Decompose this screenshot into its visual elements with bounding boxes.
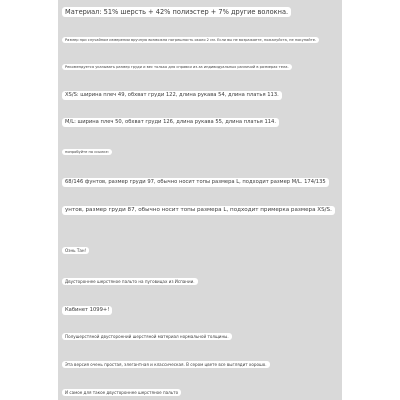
message-bubble: Полушерстяной двусторонний шерстяной материал нормальной толщины. <box>62 333 232 340</box>
message-bubble: Двустороннее шерстяное пальто на пуговицах из Испании. <box>62 278 198 285</box>
message-bubble: попробуйте по ссылке: <box>62 149 112 155</box>
message-bubble: унтов, размер груди 87, обычно носит топы размера L, подходит примерка размера XS/S. <box>62 206 335 215</box>
message-bubble: XS/S: ширина плеч 49, обхват груди 122, длина рукава 54, длина платья 113. <box>62 91 282 100</box>
message-bubble: M/L: ширина плеч 50, обхват груди 126, длина рукава 55, длина платья 114. <box>62 118 279 127</box>
message-bubble: 68/146 фунтов, размер груди 97, обычно носит топы размера L, подходит размер M/L. 174/135 <box>62 178 329 187</box>
chat-screenshot-page <box>58 0 342 400</box>
message-bubble: Оэнь Тан! <box>62 247 89 254</box>
message-bubble: Рекомендуется указывать размер груди и вес только для справки из-за индивидуальных различий в размерах тела. <box>62 64 292 70</box>
message-bubble: Кабинет 1099+! <box>62 306 112 315</box>
message-bubble: Размер при случайном измерении вручную возможна погрешность около 2 см. Если вы не возражаете, пожалуйста, не покупайте. <box>62 37 319 43</box>
message-bubble: Материал: 51% шерсть + 42% полиэстер + 7% другие волокна. <box>62 7 291 17</box>
message-bubble: Эта версия очень простая, элегантная и классическая. В сером цвете все выглядит хорошо. <box>62 361 270 368</box>
message-bubble: И самое для такое двустороннее шерстяное пальто <box>62 389 181 396</box>
